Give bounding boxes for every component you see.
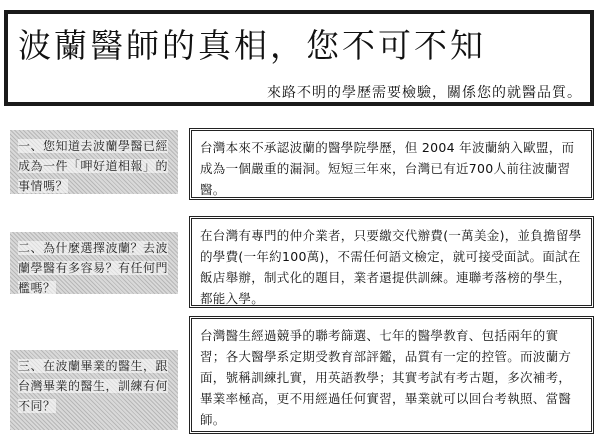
question-box-1 [10, 130, 178, 194]
question-box-3 [10, 350, 178, 430]
question-text-1: 一、您知道去波蘭學醫已經成為一件「呷好道相報」的事情嗎？ [18, 139, 169, 193]
question-box-2 [10, 232, 178, 294]
answer-box-1: 台灣本來不承認波蘭的醫學院學歷，但 2004 年波蘭納入歐盟，而成為一個嚴重的漏洞。短短三年來，台灣已有近700人前往波蘭習醫。 [189, 128, 594, 200]
question-text-3: 三、在波蘭畢業的醫生，跟台灣畢業的醫生，訓練有何不同？ [18, 359, 169, 413]
question-text-2: 二、為什麼選擇波蘭？去波蘭學醫有多容易？有任何門檻嗎？ [18, 241, 169, 295]
answer-box-3: 台灣醫生經過競爭的聯考篩選、七年的醫學教育、包括兩年的實習；各大醫學系定期受教育部評鑑，品質有一定的控管。而波蘭方面，號稱訓練扎實，用英語教學；其實考試有考古題，多次補考，畢業率極高，更不用經過任何實習，畢業就可以回台考執照、當醫師。 [189, 316, 594, 434]
page-title: 波蘭醫師的真相，您不可不知 [18, 26, 486, 65]
answer-box-2: 在台灣有專門的仲介業者，只要繳交代辦費(一萬美金)，並負擔留學的學費(一年約100萬)，不需任何語文檢定，就可接受面試。面試在飯店舉辦，制式化的題目，業者還提供訓練。連聯考落榜的學生，都能入學。 [189, 216, 594, 308]
title-banner [4, 10, 594, 106]
page-subtitle: 來路不明的學歷需要檢驗，關係您的就醫品質。 [267, 85, 582, 101]
